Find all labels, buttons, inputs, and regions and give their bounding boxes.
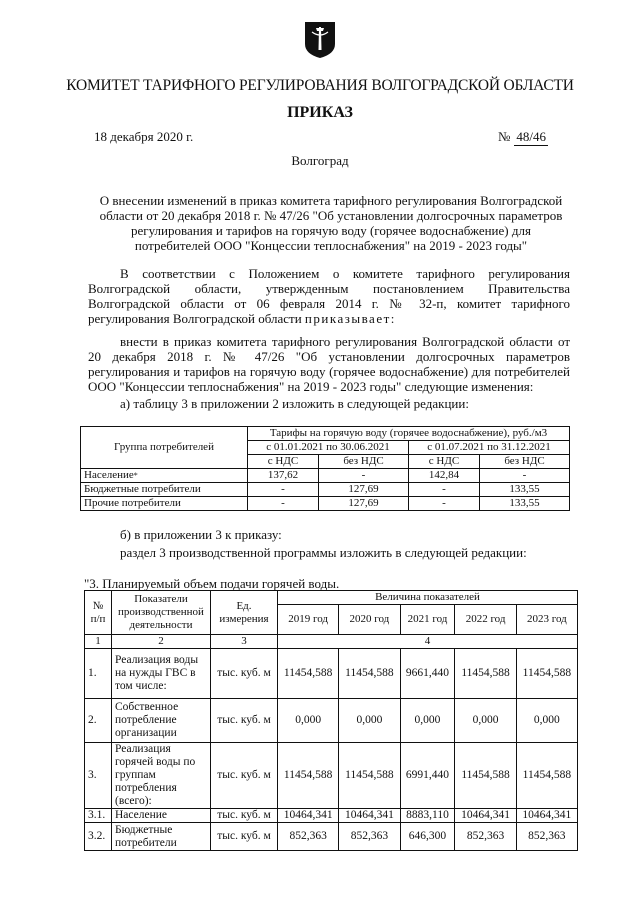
tariff-cell: 133,55 xyxy=(480,483,570,497)
table-row xyxy=(85,823,578,851)
row-unit: тыс. куб. м xyxy=(211,809,278,823)
group-name: Прочие потребители xyxy=(81,497,248,511)
city: Волгоград xyxy=(291,153,349,168)
p1-vat-header: с НДС xyxy=(248,455,319,469)
tariff-cell: - xyxy=(248,497,319,511)
value-cell: 9661,440 xyxy=(400,649,455,699)
value-cell: 852,363 xyxy=(339,823,400,851)
group-header: Группа потребителей xyxy=(81,427,248,469)
preamble-text: В соответствии с Положением о комитете тарифного регулирования Волгоградской области, утвержденным постановлением Правительства Волгоградской области от 06 февраля 2014 г. № 32-п, комитет тарифного регулирования Волгоградской области xyxy=(88,266,570,326)
value-cell: 0,000 xyxy=(400,699,455,743)
value-cell: 0,000 xyxy=(455,699,516,743)
num-header: № п/п xyxy=(85,591,112,635)
table-row xyxy=(81,483,570,497)
period-2-header: с 01.07.2021 по 31.12.2021 xyxy=(408,441,569,455)
value-cell: 6991,440 xyxy=(400,743,455,809)
row-indicator: Реализация воды на нужды ГВС в том числе: xyxy=(112,649,211,699)
value-cell: 11454,588 xyxy=(455,743,516,809)
tariff-cell: - xyxy=(480,469,570,483)
p2-novat-header: без НДС xyxy=(480,455,570,469)
values-header: Величина показателей xyxy=(278,591,578,605)
value-cell: 11454,588 xyxy=(516,743,577,809)
value-cell: 852,363 xyxy=(455,823,516,851)
value-cell: 11454,588 xyxy=(339,743,400,809)
row-unit: тыс. куб. м xyxy=(211,743,278,809)
row-num: 3.1. xyxy=(85,809,112,823)
value-cell: 10464,341 xyxy=(339,809,400,823)
value-cell: 852,363 xyxy=(278,823,339,851)
p1-novat-header: без НДС xyxy=(319,455,409,469)
value-cell: 0,000 xyxy=(339,699,400,743)
tariff-header: Тарифы на горячую воду (горячее водоснабжение), руб./м3 xyxy=(248,427,570,441)
tariff-table xyxy=(80,426,570,511)
volume-table xyxy=(84,590,578,851)
tariff-cell: 133,55 xyxy=(480,497,570,511)
table-row xyxy=(85,649,578,699)
period-1-header: с 01.01.2021 по 30.06.2021 xyxy=(248,441,409,455)
col-index: 1 xyxy=(85,635,112,649)
value-cell: 8883,110 xyxy=(400,809,455,823)
item-a: а) таблицу 3 в приложении 2 изложить в следующей редакции: xyxy=(120,396,469,411)
committee-name: КОМИТЕТ ТАРИФНОГО РЕГУЛИРОВАНИЯ ВОЛГОГРАДСКОЙ ОБЛАСТИ xyxy=(66,77,574,94)
value-cell: 10464,341 xyxy=(516,809,577,823)
row-num: 2. xyxy=(85,699,112,743)
amendment-paragraph: внести в приказ комитета тарифного регулирования Волгоградской области от 20 декабря 2018 г. № 47/26 "Об установлении долгосрочных параметров регулирования и тарифов на горячую воду (горячее водоснабжение) для потребителей ООО "Концессии теплоснабжения" на 2019 - 2023 годы" следующие изменения: xyxy=(88,334,570,394)
document-title: ПРИКАЗ xyxy=(287,104,353,121)
value-cell: 11454,588 xyxy=(278,743,339,809)
value-cell: 10464,341 xyxy=(455,809,516,823)
row-indicator: Население xyxy=(112,809,211,823)
value-cell: 852,363 xyxy=(516,823,577,851)
tariff-cell: 127,69 xyxy=(319,497,409,511)
item-b: б) в приложении 3 к приказу: xyxy=(120,527,282,542)
value-cell: 0,000 xyxy=(278,699,339,743)
preamble-paragraph xyxy=(88,266,570,326)
row-indicator: Собственное потребление организации xyxy=(112,699,211,743)
row-indicator: Бюджетные потребители xyxy=(112,823,211,851)
tariff-cell: 142,84 xyxy=(408,469,479,483)
tariff-cell: - xyxy=(408,483,479,497)
year-header: 2021 год xyxy=(400,605,455,635)
section-3-heading: "3. Планируемый объем подачи горячей воды. xyxy=(84,576,340,591)
orders-word: приказывает: xyxy=(304,311,396,326)
col-index: 2 xyxy=(112,635,211,649)
year-header: 2022 год xyxy=(455,605,516,635)
tariff-cell: - xyxy=(408,497,479,511)
unit-header: Ед. измерения xyxy=(211,591,278,635)
tariff-cell: - xyxy=(319,469,409,483)
year-header: 2023 год xyxy=(516,605,577,635)
section-instruction: раздел 3 производственной программы изложить в следующей редакции: xyxy=(120,545,527,560)
footnote-mark: * xyxy=(133,471,138,480)
table-row xyxy=(81,497,570,511)
year-header: 2019 год xyxy=(278,605,339,635)
order-date: 18 декабря 2020 г. xyxy=(94,129,194,144)
row-unit: тыс. куб. м xyxy=(211,649,278,699)
table-row xyxy=(85,809,578,823)
tariff-cell: - xyxy=(248,483,319,497)
year-header: 2020 год xyxy=(339,605,400,635)
row-indicator: Реализация горячей воды по группам потребления (всего): xyxy=(112,743,211,809)
group-name: Бюджетные потребители xyxy=(81,483,248,497)
p2-vat-header: с НДС xyxy=(408,455,479,469)
col-index: 4 xyxy=(278,635,578,649)
row-num: 1. xyxy=(85,649,112,699)
value-cell: 10464,341 xyxy=(278,809,339,823)
value-cell: 0,000 xyxy=(516,699,577,743)
col-index: 3 xyxy=(211,635,278,649)
order-subject: О внесении изменений в приказ комитета тарифного регулирования Волгоградской области от 20 декабря 2018 г. № 47/26 "Об установлении долгосрочных параметров регулирования и тарифов на горячую воду (горячее водоснабжение) для потребителей ООО "Концессии теплоснабжения" на 2019 - 2023 годы" xyxy=(99,193,563,253)
value-cell: 11454,588 xyxy=(455,649,516,699)
order-number xyxy=(498,129,548,146)
tariff-cell: 127,69 xyxy=(319,483,409,497)
volgograd-coat-of-arms-icon xyxy=(302,20,338,60)
value-cell: 646,300 xyxy=(400,823,455,851)
tariff-cell: 137,62 xyxy=(248,469,319,483)
value-cell: 11454,588 xyxy=(278,649,339,699)
table-row xyxy=(85,743,578,809)
value-cell: 11454,588 xyxy=(339,649,400,699)
row-unit: тыс. куб. м xyxy=(211,823,278,851)
row-num: 3.2. xyxy=(85,823,112,851)
table-row xyxy=(81,469,570,483)
value-cell: 11454,588 xyxy=(516,649,577,699)
number-value: 48/46 xyxy=(516,129,547,144)
row-unit: тыс. куб. м xyxy=(211,699,278,743)
table-row xyxy=(85,699,578,743)
indicator-header: Показатели производственной деятельности xyxy=(112,591,211,635)
row-num: 3. xyxy=(85,743,112,809)
number-label: № xyxy=(498,129,511,144)
group-name: Население xyxy=(84,469,134,481)
